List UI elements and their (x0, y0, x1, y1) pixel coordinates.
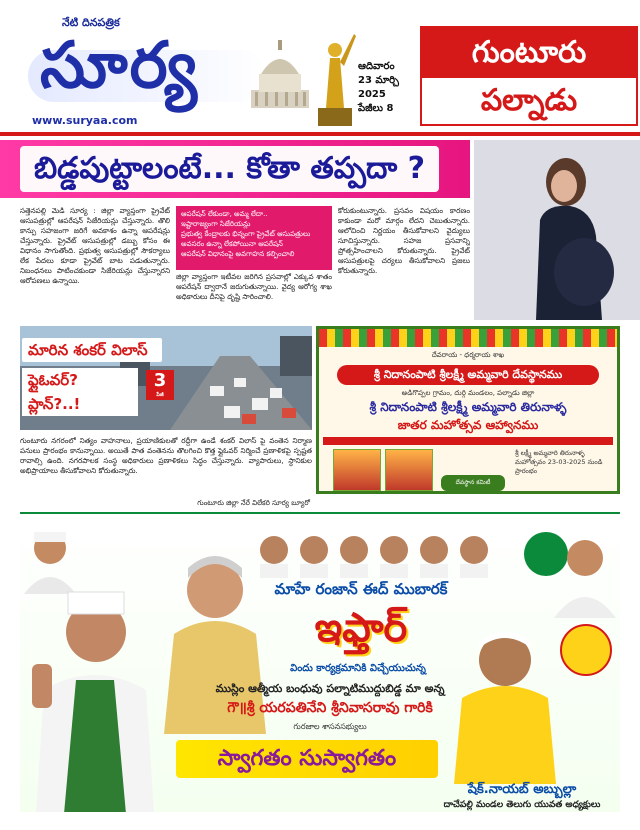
ad-festival-title: శ్రీ నిదానంపాటి శ్రీలక్ష్మీ అమ్మవారి తిరునాళ్ళ (369, 400, 567, 414)
ad-divider (323, 437, 613, 445)
page-flag-label: పేజీ (156, 392, 164, 398)
deity-image (333, 449, 381, 491)
guest-designation: గురజాల శాసనసభ్యులు (293, 722, 367, 731)
host-portrait (450, 614, 560, 784)
page-flag-number: 3 (153, 370, 167, 391)
highlight-item: ఇష్టారాజ్యంగా సిజేరియన్లు (181, 220, 251, 228)
temple-festival-ad (316, 326, 620, 494)
article-column-3: కోరుకుంటున్నారు. ప్రసవం విషయం కారణం కాకుండా మరో మార్గం లేదని చెబుతున్నారు. ఆలోచించి నిర్ణయం తీసుకోవాలని వైద్యులు సూచిస్తున్నారు. సహజ ప్రసవాన్ని ప్రోత్సహించాలని కోరుతున్నారు. ప్రైవేట్ ఆసుపత్రులపై చర్యలు తీసుకోవాలని ప్రజలు కోరుతున్నారు. (338, 206, 470, 275)
edition-city: గుంటూరు (422, 28, 636, 78)
iftar-title: ఇఫ్తార్ (314, 604, 408, 651)
article-column-2: జిల్లా వ్యాప్తంగా ఇటీవల జరిగిన ప్రసవాల్లో ఎక్కువ శాతం ఆపరేషన్ ద్వారానే జరుగుతున్నాయి. వైద్య ఆరోగ్య శాఖ అధికారులు దీనిపై దృష్టి సారించాలి. (176, 272, 332, 301)
guest-name: గౌ॥శ్రీ యరపతినేని శ్రీనివాసరావు గారికి (227, 700, 433, 716)
assembly-dome-icon (245, 38, 315, 110)
page-flag-badge (146, 370, 174, 400)
party-symbol-icon (560, 624, 612, 676)
dateline-date: 23 మార్చి (358, 75, 399, 86)
ramzan-greeting: మాహే రంజాన్ ఈద్ ముబారక్ (274, 580, 448, 598)
lead-article (20, 206, 620, 320)
host-role: దాచేపల్లి మండల తెలుగు యువత అధ్యక్షులు (443, 800, 601, 810)
edition-district: పల్నాడు (480, 83, 578, 118)
ad-event-info: శ్రీ లక్ష్మీ అమ్మవారి తిరునాళ్ళ మహోత్సవం 23-03-2025 నుండి ప్రారంభం (515, 449, 603, 475)
story2-headline[interactable]: మారిన శంకర్ విలాస్ (22, 338, 162, 362)
story2-subheadline: ఫ్లైఓవర్? ప్లాన్?..! (22, 368, 138, 416)
iftar-invite-line: విందు కార్యక్రమానికి విచ్చేయుచున్న (290, 663, 426, 674)
dateline-day: ఆదివారం (358, 61, 395, 72)
leader-portrait-waving (30, 570, 160, 812)
story2-body: గుంటూరు నగరంలో నిత్యం వాహనాలు, ప్రయాణికులతో రద్దీగా ఉండే శంకర్ విలాస్ పై వంతెన నిర్మాణ పనులు ప్రారంభం కానున్నాయి. అయితే పాత వంతెనను తొలగించి కొత్త ఫ్లైఓవర్ నిర్మించే ప్రణాళికపై స్పష్టత రావాల్సి ఉంది. నగరపాలక సంస్థ అధికారులు ప్రణాళికలు సిద్ధం చేస్తున్నారు. వ్యాపారులు, స్థానికుల అభిప్రాయాలు తీసుకోవాలని కోరుతున్నారు. (20, 436, 312, 475)
statue-icon (312, 28, 358, 126)
highlight-item: అవసరం ఉన్నా లేకపోయినా ఆపరేషన్ (181, 240, 283, 248)
ad-temple-name: శ్రీ నిదానంపాటి శ్రీలక్ష్మీ అమ్మవారి దేవస్థానము (337, 365, 599, 385)
masthead-divider (0, 132, 640, 136)
lead-headline[interactable]: బిడ్డపుట్టాలంటే... కోతా తప్పదా ? (20, 146, 439, 192)
host-name: షేక్.నాయబ్ అబ్బుల్లా (467, 782, 577, 797)
iftar-greeting-ad (20, 512, 620, 812)
newspaper-logo: సూర్య (40, 28, 199, 103)
ad-invitation-title: జాతర మహోత్సవ ఆహ్వానము (397, 418, 539, 432)
dateline-pages: పేజీలు 8 (358, 103, 394, 114)
masthead-tagline: నేటి దినపత్రిక (62, 16, 120, 29)
person-portrait (550, 528, 620, 618)
highlight-item: ఆపరేషన్ లేకుండా, అమ్మ లేదా.. (181, 210, 268, 218)
ad-subheading: దేవరాయ - ధర్మరాయ శాఖ (431, 351, 505, 359)
masthead (0, 0, 640, 135)
highlight-item: ఆపరేషన్ విధానంపై అవగాహన కల్పించాలి (181, 250, 295, 258)
edition-box (420, 26, 638, 126)
ad-committee-sign: దేవస్థాన కమిటీ (441, 475, 505, 491)
ad-location: అడిగొప్పల గ్రామం, దుర్గి మండలం, పల్నాడు జిల్లా (401, 389, 535, 397)
highlight-item: ప్రభుత్వ కేంద్రాలకు భిన్నంగా ప్రైవేట్ ఆసుపత్రులు (181, 230, 311, 238)
dateline (358, 60, 414, 116)
website-link[interactable]: www.suryaa.com (32, 114, 138, 127)
article-column-1: సత్తెనపల్లి మెడి సూర్య : జిల్లా వ్యాప్తంగా ప్రైవేట్ ఆసుపత్రుల్లో ఆపరేషన్ సిజేరియన్లు చేస్తున్నారు. తొలి కాన్పు సహజంగా జరిగే అవకాశం ఉన్నా ఆపరేషన్లు చేస్తున్నారు. ప్రైవేట్ ఆసుపత్రుల్లో డబ్బు కోసం ఈ విధానం సాగుతోంది. ప్రభుత్వ ఆసుపత్రుల్లో సౌకర్యాలు లేక పేదలు కూడా ప్రైవేట్ బాట పడుతున్నారు. నిబంధనలు పాటించకుండా సిజేరియన్లు చేస్తున్నారని ఆరోపణలు ఉన్నాయి. (20, 206, 170, 285)
ad-festoon-border (319, 329, 617, 347)
iftar-relation-line: ముస్లిం ఆత్మీయ బంధువు పల్నాటిముద్దుబిడ్డ మా అన్న (215, 682, 445, 695)
story2-credit: గుంటూరు జిల్లా నేరే విలేకరి సూర్య బ్యూరో (197, 499, 310, 507)
supporters-portrait-row (256, 528, 496, 578)
dateline-year: 2025 (358, 89, 386, 100)
article-highlights-box (176, 206, 332, 270)
deity-image (385, 449, 433, 491)
welcome-banner: స్వాగతం సుస్వాగతం (176, 740, 438, 778)
